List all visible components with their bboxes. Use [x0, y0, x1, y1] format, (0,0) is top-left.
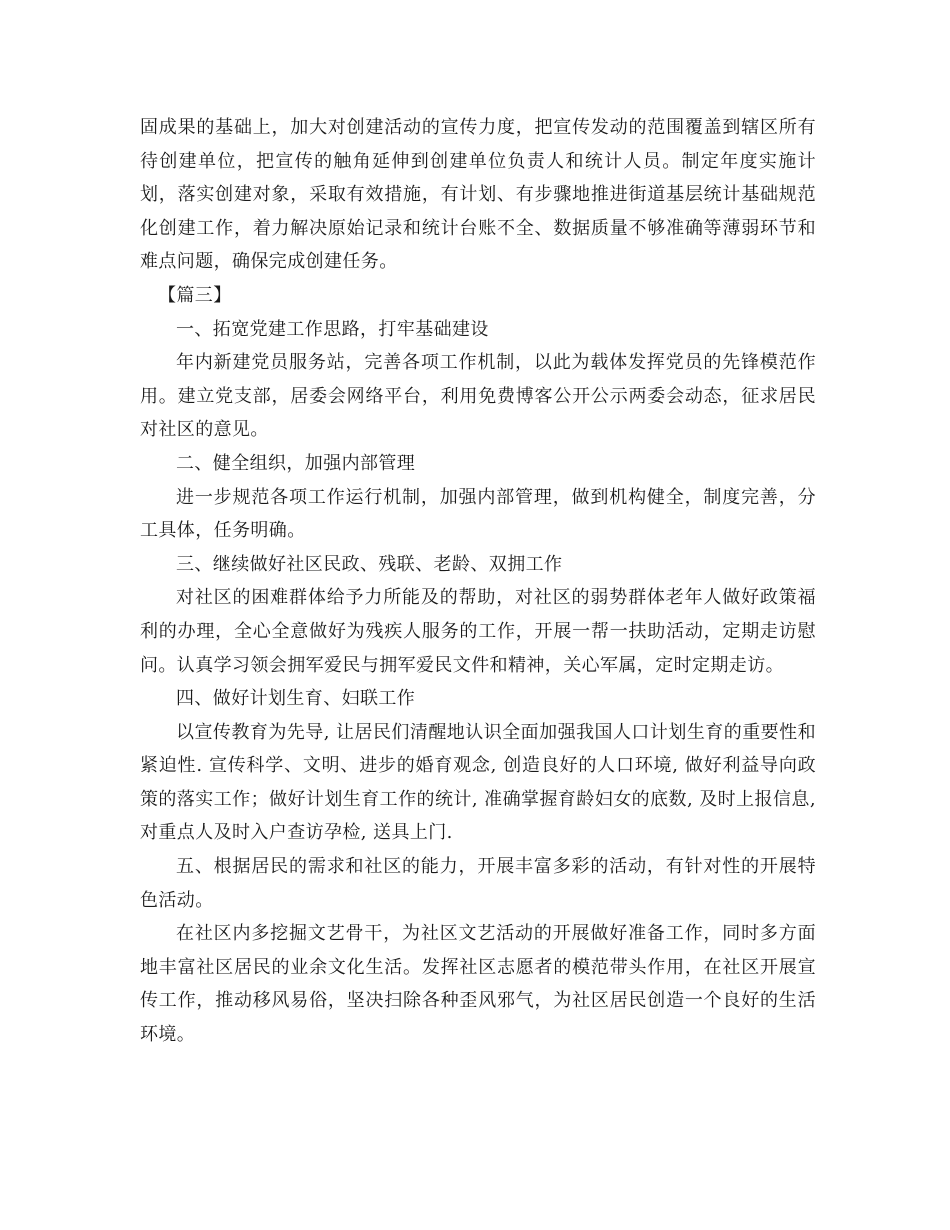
- section-paragraph-4: 以宣传教育为先导, 让居民们清醒地认识全面加强我国人口计划生育的重要性和紧迫性. 宣传科学、文明、进步的婚育观念, 创造良好的人口环境, 做好利益导向政策的落实工作；做好计划生育工作的统计, 准确掌握育龄妇女的底数, 及时上报信息, 对重点人及时入户查访孕检, 送具上门.: [140, 721, 816, 844]
- section-heading-2: 二、健全组织，加强内部管理: [176, 452, 416, 474]
- section-paragraph-2: 进一步规范各项工作运行机制，加强内部管理，做到机构健全，制度完善，分工具体，任务明确。: [140, 486, 816, 542]
- document-body: [140, 111, 816, 1052]
- section-paragraph-3: 对社区的困难群体给予力所能及的帮助，对社区的弱势群体老年人做好政策福利的办理，全心全意做好为残疾人服务的工作，开展一帮一扶助活动，定期走访慰问。认真学习领会拥军爱民与拥军爱民文件和精神，关心军属，定时定期走访。: [140, 587, 816, 676]
- section-heading-3: 三、继续做好社区民政、残联、老龄、双拥工作: [176, 553, 563, 575]
- section-heading-5: 五、根据居民的需求和社区的能力，开展丰富多彩的活动，有针对性的开展特色活动。: [140, 856, 816, 911]
- section-paragraph-1: 年内新建党员服务站，完善各项工作机制，以此为载体发挥党员的先锋模范作用。建立党支部，居委会网络平台，利用免费博客公开公示两委会动态，征求居民对社区的意见。: [140, 352, 816, 441]
- section-label: 【篇三】: [158, 284, 232, 306]
- section-paragraph-5: 在社区内多挖掘文艺骨干，为社区文艺活动的开展做好准备工作，同时多方面地丰富社区居民的业余文化生活。发挥社区志愿者的模范带头作用，在社区开展宣传工作，推动移风易俗，坚决扫除各种歪风邪气，为社区居民创造一个良好的生活环境。: [140, 923, 816, 1046]
- section-heading-1: 一、拓宽党建工作思路，打牢基础建设: [176, 318, 489, 340]
- continuation-paragraph: 固成果的基础上，加大对创建活动的宣传力度，把宣传发动的范围覆盖到辖区所有待创建单位，把宣传的触角延伸到创建单位负责人和统计人员。制定年度实施计划，落实创建对象，采取有效措施，有计划、有步骤地推进街道基层统计基础规范化创建工作，着力解决原始记录和统计台账不全、数据质量不够准确等薄弱环节和难点问题，确保完成创建任务。: [140, 117, 816, 273]
- section-heading-4: 四、做好计划生育、妇联工作: [176, 688, 416, 710]
